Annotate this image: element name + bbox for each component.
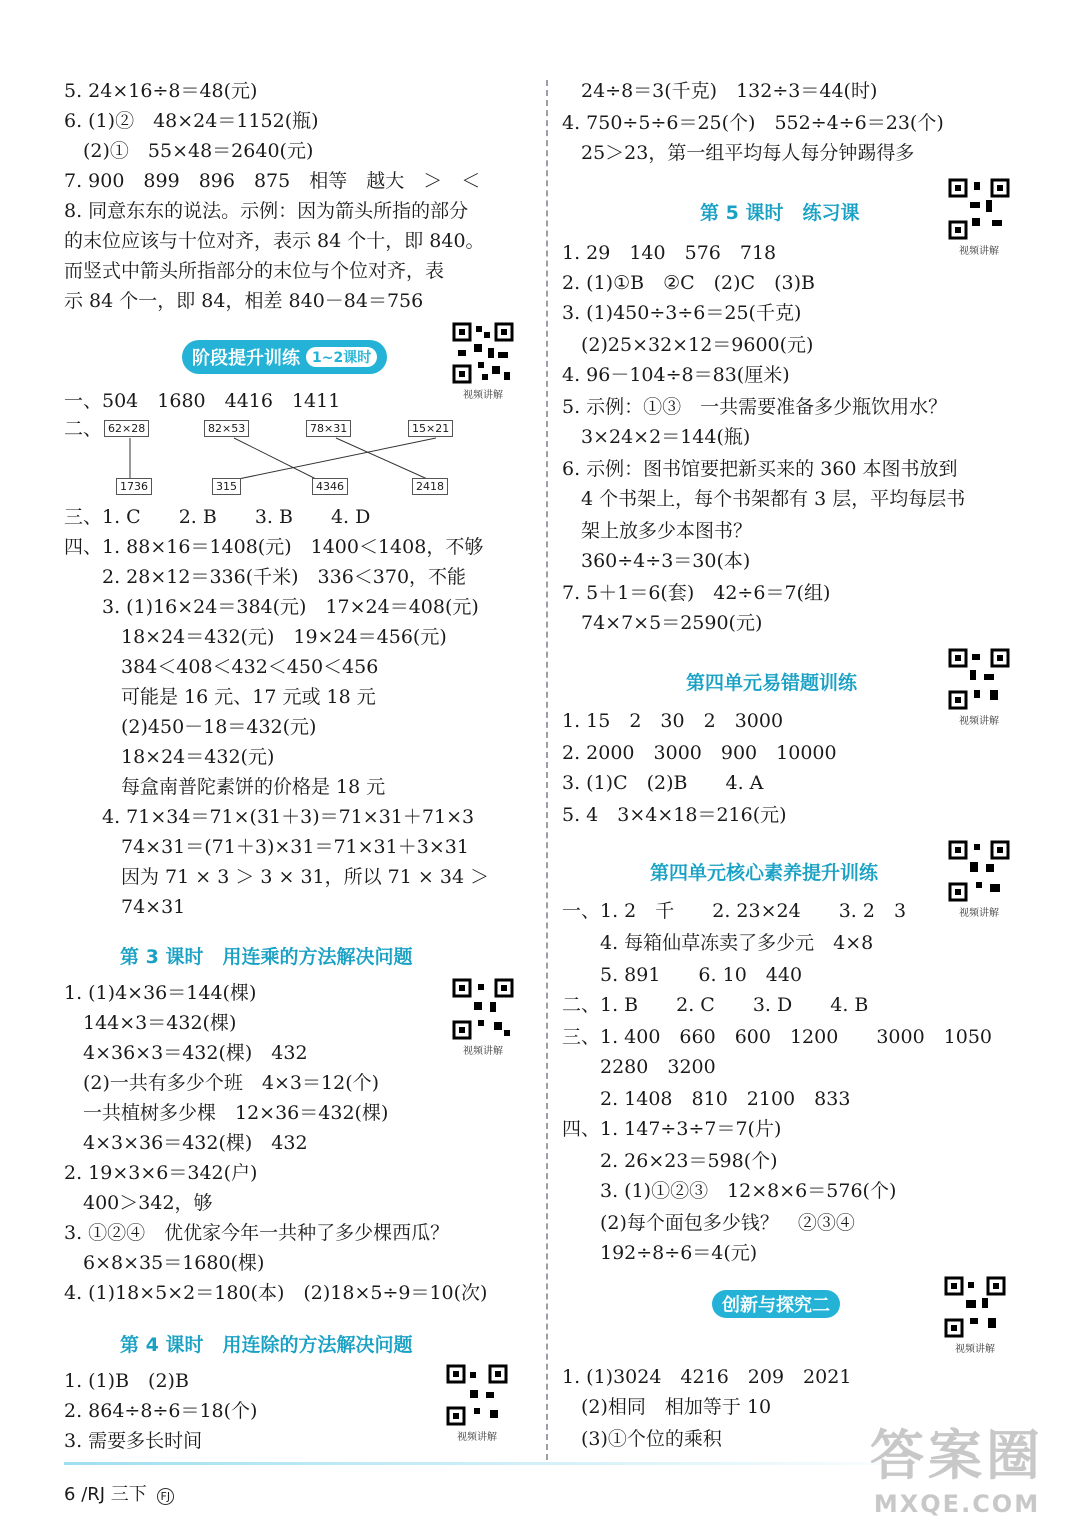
- watermark: [870, 1413, 1044, 1518]
- qr-code[interactable]: [452, 978, 514, 1057]
- qr-caption: 视频讲解: [959, 716, 999, 727]
- qr-code[interactable]: [948, 648, 1010, 727]
- answer-line: 74×31: [64, 896, 186, 918]
- qr-icon: [446, 1364, 508, 1426]
- answer-line: 4. 750÷5÷6＝25(个) 552÷4÷6＝23(个): [562, 112, 944, 134]
- section-title: 第四单元核心素养提升训练: [650, 862, 879, 884]
- answer-line: (2)相同 相加等于 10: [562, 1396, 772, 1418]
- answer-line: 架上放多少本图书？: [562, 520, 753, 542]
- qr-icon: [948, 648, 1010, 710]
- answer-line: (2)25×32×12＝9600(元): [562, 334, 814, 356]
- answer-line: 示 84 个一，即 84，相差 840－84＝756: [64, 290, 424, 312]
- section-title: 第 4 课时 用连除的方法解决问题: [120, 1334, 413, 1356]
- answer-line: 而竖式中箭头所指部分的末位与个位对齐，表: [64, 260, 445, 282]
- matching-diagram: [64, 416, 524, 506]
- book-code: /RJ 三下: [81, 1484, 147, 1505]
- answer-line: 5. 4 3×4×18＝216(元): [562, 804, 787, 826]
- answer-line: 144×3＝432(棵): [64, 1012, 237, 1034]
- answer-line: 1. (1)B (2)B: [64, 1370, 189, 1392]
- section-title: 第 5 课时 练习课: [700, 202, 860, 224]
- match-label: 二、: [64, 418, 103, 440]
- answer-line: (3)①个位的乘积: [562, 1428, 722, 1450]
- qr-caption: 视频讲解: [959, 908, 999, 919]
- answer-line: 384＜408＜432＜450＜456: [64, 656, 379, 678]
- match-top-box: 15×21: [408, 420, 453, 437]
- column-divider: [546, 80, 548, 1460]
- match-top-box: 78×31: [306, 420, 351, 437]
- answer-line: 3×24×2＝144(瓶): [562, 426, 751, 448]
- answer-line: 1. (1)4×36＝144(棵): [64, 982, 257, 1004]
- answer-line: 3. (1)450÷3÷6＝25(千克): [562, 302, 802, 324]
- explore-banner: [712, 1290, 840, 1318]
- edition-mark: FJ: [157, 1488, 175, 1505]
- qr-code[interactable]: [948, 178, 1010, 257]
- answer-line: 四、1. 88×16＝1408(元) 1400＜1408，不够: [64, 536, 484, 558]
- qr-caption: 视频讲解: [463, 390, 503, 401]
- answer-line: 74×7×5＝2590(元): [562, 612, 763, 634]
- answer-line: 400＞342，够: [64, 1192, 213, 1214]
- section-title: 第四单元易错题训练: [686, 672, 858, 694]
- answer-line: (2)① 55×48＝2640(元): [64, 140, 314, 162]
- match-bottom-box: 1736: [116, 478, 152, 495]
- match-bottom-box: 4346: [312, 478, 348, 495]
- stage-banner-title: 阶段提升训练: [192, 348, 300, 369]
- answer-line: 4 个书架上，每个书架都有 3 层，平均每层书: [562, 488, 966, 510]
- answer-line: 18×24＝432(元) 19×24＝456(元): [64, 626, 447, 648]
- qr-icon: [948, 178, 1010, 240]
- answer-line: (2)450－18＝432(元): [64, 716, 317, 738]
- answer-line: (2)每个面包多少钱？ ②③④: [562, 1212, 855, 1234]
- match-top-box: 62×28: [104, 420, 149, 437]
- watermark-url: MXQE.COM: [873, 1490, 1041, 1518]
- qr-caption: 视频讲解: [955, 1344, 995, 1355]
- answer-line: 74×31＝(71＋3)×31＝71×31＋3×31: [64, 836, 469, 858]
- answer-line: 3. (1)①②③ 12×8×6＝576(个): [562, 1180, 897, 1202]
- answer-line: 4×3×36＝432(棵) 432: [64, 1132, 308, 1154]
- answer-line: 24÷8＝3(千克) 132÷3＝44(时): [562, 80, 878, 102]
- answer-line: 的末位应该与十位对齐，表示 84 个十，即 840。: [64, 230, 485, 252]
- qr-code[interactable]: [944, 1276, 1006, 1355]
- answer-line: 3. (1)C (2)B 4. A: [562, 772, 764, 794]
- answer-line: 2. 19×3×6＝342(户): [64, 1162, 258, 1184]
- stage-banner-sub: 1~2课时: [306, 347, 377, 367]
- answer-line: 3. ①②④ 优优家今年一共种了多少棵西瓜？: [64, 1222, 450, 1244]
- answer-line: 四、1. 147÷3÷7＝7(片): [562, 1118, 782, 1140]
- answer-line: 2. 1408 810 2100 833: [562, 1088, 851, 1110]
- answer-line: 5. 示例：①③ 一共需要准备多少瓶饮用水？: [562, 396, 948, 418]
- answer-line: 三、1. C 2. B 3. B 4. D: [64, 506, 371, 528]
- qr-caption: 视频讲解: [959, 246, 999, 257]
- answer-line: 25＞23，第一组平均每人每分钟踢得多: [562, 142, 915, 164]
- answer-line: 1. (1)3024 4216 209 2021: [562, 1366, 852, 1388]
- answer-line: (2)一共有多少个班 4×3＝12(个): [64, 1072, 380, 1094]
- answer-line: 1. 29 140 576 718: [562, 242, 777, 264]
- answer-line: 2. 2000 3000 900 10000: [562, 742, 837, 764]
- answer-line: 每盒南普陀素饼的价格是 18 元: [64, 776, 386, 798]
- match-bottom-box: 2418: [412, 478, 448, 495]
- answer-line: 3. (1)16×24＝384(元) 17×24＝408(元): [64, 596, 479, 618]
- footer-rule: [64, 1462, 944, 1465]
- section-title: 第 3 课时 用连乘的方法解决问题: [120, 946, 413, 968]
- answer-line: 一、504 1680 4416 1411: [64, 390, 341, 412]
- answer-line: 4. 每箱仙草冻卖了多少元 4×8: [562, 932, 874, 954]
- answer-line: 7. 900 899 896 875 相等 越大 ＞ ＜: [64, 170, 481, 192]
- answer-line: 三、1. 400 660 600 1200 3000 1050: [562, 1026, 993, 1048]
- answer-line: 5. 24×16÷8＝48(元): [64, 80, 258, 102]
- qr-caption: 视频讲解: [457, 1432, 497, 1443]
- answer-line: 2. 28×12＝336(千米) 336＜370，不能: [64, 566, 467, 588]
- answer-line: 一共植树多少棵 12×36＝432(棵): [64, 1102, 389, 1124]
- qr-code[interactable]: [452, 322, 514, 401]
- answer-line: 2280 3200: [562, 1056, 716, 1078]
- qr-code[interactable]: [446, 1364, 508, 1443]
- answer-line: 6. (1)② 48×24＝1152(瓶): [64, 110, 319, 132]
- answer-line: 4×36×3＝432(棵) 432: [64, 1042, 308, 1064]
- answer-line: 因为 71 × 3 ＞ 3 × 31，所以 71 × 34 ＞: [64, 866, 490, 888]
- answer-line: 4. 71×34＝71×(31＋3)＝71×31＋71×3: [64, 806, 475, 828]
- answer-line: 3. 需要多长时间: [64, 1430, 203, 1452]
- answer-line: 可能是 16 元、17 元或 18 元: [64, 686, 376, 708]
- qr-code[interactable]: [948, 840, 1010, 919]
- answer-line: 4. (1)18×5×2＝180(本) (2)18×5÷9＝10(次): [64, 1282, 488, 1304]
- answer-line: 一、1. 2 千 2. 23×24 3. 2 3: [562, 900, 907, 922]
- qr-icon: [452, 978, 514, 1040]
- answer-line: 18×24＝432(元): [64, 746, 275, 768]
- qr-icon: [948, 840, 1010, 902]
- page-number: 6: [64, 1484, 76, 1505]
- explore-banner-title: 创新与探究二: [722, 1295, 830, 1316]
- page-footer: [64, 1480, 174, 1506]
- match-bottom-box: 315: [212, 478, 241, 495]
- watermark-logo: 答案圈: [870, 1424, 1044, 1487]
- answer-line: 5. 891 6. 10 440: [562, 964, 803, 986]
- answer-line: 2. 864÷8÷6＝18(个): [64, 1400, 258, 1422]
- answer-line: 360÷4÷3＝30(本): [562, 550, 751, 572]
- answer-line: 6×8×35＝1680(棵): [64, 1252, 265, 1274]
- answer-line: 192÷8÷6＝4(元): [562, 1242, 758, 1264]
- answer-line: 2. 26×23＝598(个): [562, 1150, 778, 1172]
- answer-line: 4. 96－104÷8＝83(厘米): [562, 364, 790, 386]
- answer-line: 1. 15 2 30 2 3000: [562, 710, 784, 732]
- qr-icon: [944, 1276, 1006, 1338]
- match-top-box: 82×53: [204, 420, 249, 437]
- answer-line: 8. 同意东东的说法。示例：因为箭头所指的部分: [64, 200, 469, 222]
- answer-line: 7. 5＋1＝6(套) 42÷6＝7(组): [562, 582, 831, 604]
- answer-line: 二、1. B 2. C 3. D 4. B: [562, 994, 869, 1016]
- stage-banner: [182, 340, 387, 374]
- qr-caption: 视频讲解: [463, 1046, 503, 1057]
- qr-icon: [452, 322, 514, 384]
- answer-line: 2. (1)①B ②C (2)C (3)B: [562, 272, 815, 294]
- answer-line: 6. 示例：图书馆要把新买来的 360 本图书放到: [562, 458, 958, 480]
